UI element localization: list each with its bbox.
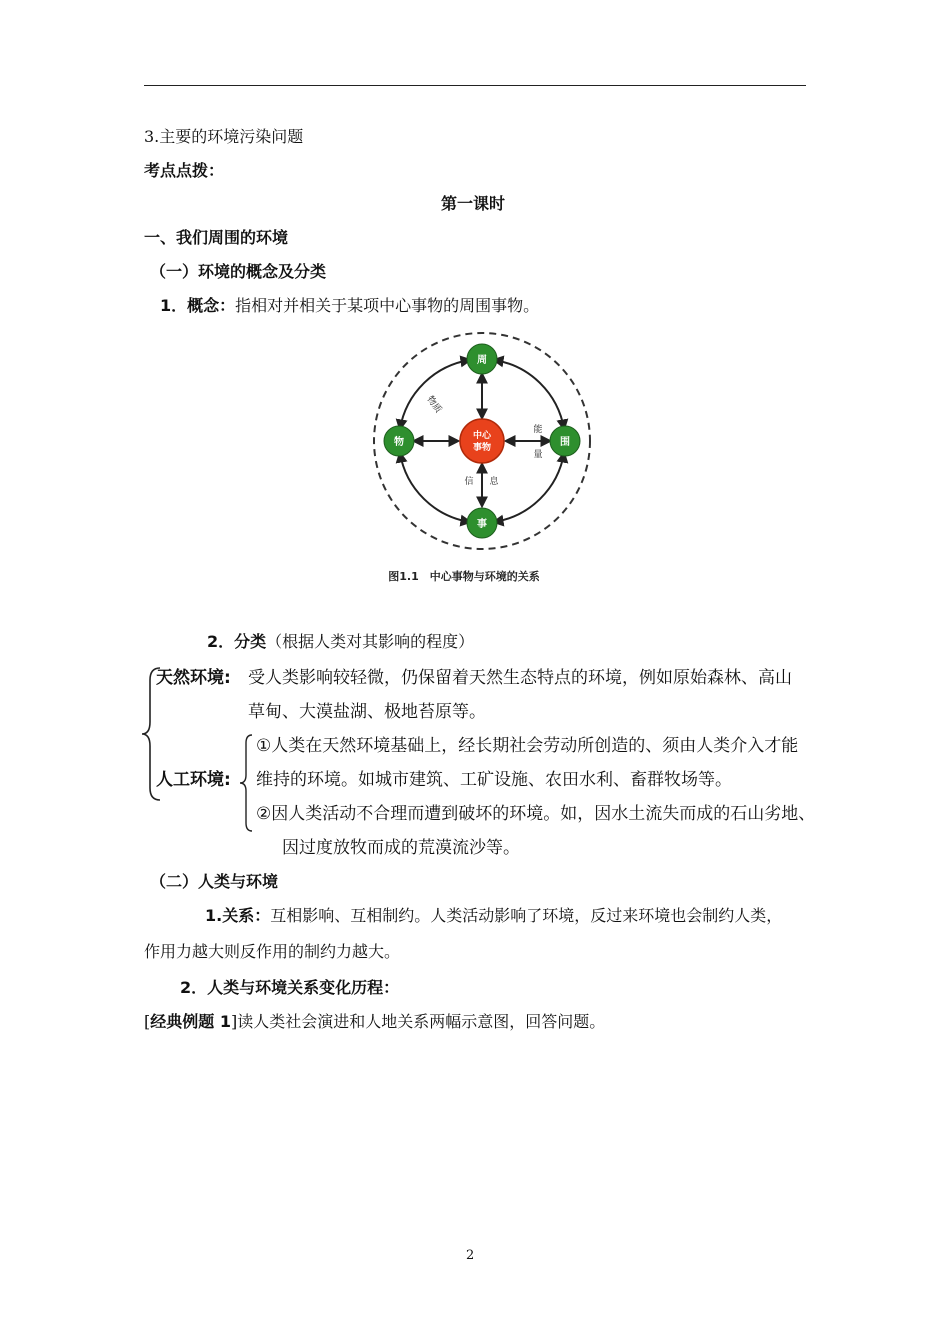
edge-label-energy-1: 能 — [533, 425, 543, 435]
section-title: 3.主要的环境污染问题 — [144, 127, 304, 146]
concept-text: 指相对并相关于某项中心事物的周围事物。 — [235, 296, 540, 315]
natural-env-label: 天然环境 — [156, 668, 224, 688]
artificial-env-line-2: 维持的环境。如城市建筑、工矿设施、农田水利、畜群牧场等。 — [256, 770, 732, 790]
relation-line-1 — [205, 906, 782, 926]
node-right-label: 围 — [560, 437, 570, 448]
node-top-label: 周 — [477, 355, 487, 366]
center-label-1: 中心 — [472, 431, 492, 441]
key-points-label: 考点点拨： — [144, 161, 225, 180]
concept-label: 1．概念： — [160, 296, 236, 315]
lesson-title: 第一课时 — [441, 194, 506, 213]
arc-top-left — [400, 360, 470, 429]
artificial-env-label-line — [156, 769, 231, 791]
arc-bottom-right — [494, 453, 564, 522]
example-bracket-close: ] — [230, 1012, 238, 1031]
heading-surrounding-environment: 一、我们周围的环境 — [144, 228, 289, 247]
history-heading: 2．人类与环境关系变化历程： — [180, 978, 400, 997]
natural-env-line-2: 草甸、大漠盐湖、极地苔原等。 — [248, 702, 486, 722]
relation-text-1: 互相影响、互相制约。人类活动影响了环境，反过来环境也会制约人类， — [270, 906, 783, 925]
edge-label-info-2: 息 — [489, 477, 499, 487]
natural-env-colon: : — [224, 668, 231, 688]
arc-top-right — [494, 360, 564, 429]
edge-label-matter: 物质 — [424, 394, 443, 416]
relation-label: 1.关系： — [205, 906, 271, 925]
center-node — [460, 419, 504, 463]
page-number: 2 — [466, 1248, 475, 1263]
center-label-2: 事物 — [472, 443, 492, 453]
classification-note: （根据人类对其影响的程度） — [266, 632, 475, 651]
artificial-env-line-3: ②因人类活动不合理而遭到破坏的环境。如，因水土流失而成的石山劣地、 — [256, 804, 816, 824]
center-environment-diagram — [362, 326, 602, 596]
natural-env-label-line — [156, 667, 231, 689]
inner-brace — [238, 733, 254, 833]
heading-concept-classification: （一）环境的概念及分类 — [150, 262, 327, 281]
heading-human-environment: （二）人类与环境 — [150, 872, 279, 891]
artificial-env-label: 人工环境 — [156, 770, 224, 790]
example-bracket-open: [ — [144, 1012, 151, 1031]
artificial-env-colon: : — [224, 770, 231, 790]
relation-line-2: 作用力越大则反作用的制约力越大。 — [144, 942, 401, 961]
example-label: 经典例题 1 — [150, 1012, 231, 1031]
arc-bottom-left — [400, 453, 470, 522]
figure-caption: 图1.1 中心事物与环境的关系 — [388, 570, 540, 583]
concept-line — [160, 296, 539, 316]
classification-label: 2．分类 — [207, 632, 267, 651]
edge-label-info-1: 信 — [464, 477, 474, 487]
header-rule — [144, 85, 806, 86]
artificial-env-line-4: 因过度放牧而成的荒漠流沙等。 — [282, 838, 520, 858]
example-line — [144, 1012, 605, 1032]
node-left-label: 物 — [394, 437, 404, 448]
natural-env-line-1: 受人类影响较轻微，仍保留着天然生态特点的环境，例如原始森林、高山 — [248, 668, 792, 688]
node-bottom-label: 事 — [477, 519, 487, 530]
edge-label-energy-2: 量 — [533, 450, 543, 460]
example-text: 读人类社会演进和人地关系两幅示意图，回答问题。 — [237, 1012, 606, 1031]
artificial-env-line-1: ①人类在天然环境基础上，经长期社会劳动所创造的、须由人类介入才能 — [256, 736, 799, 756]
classification-line — [207, 632, 474, 652]
